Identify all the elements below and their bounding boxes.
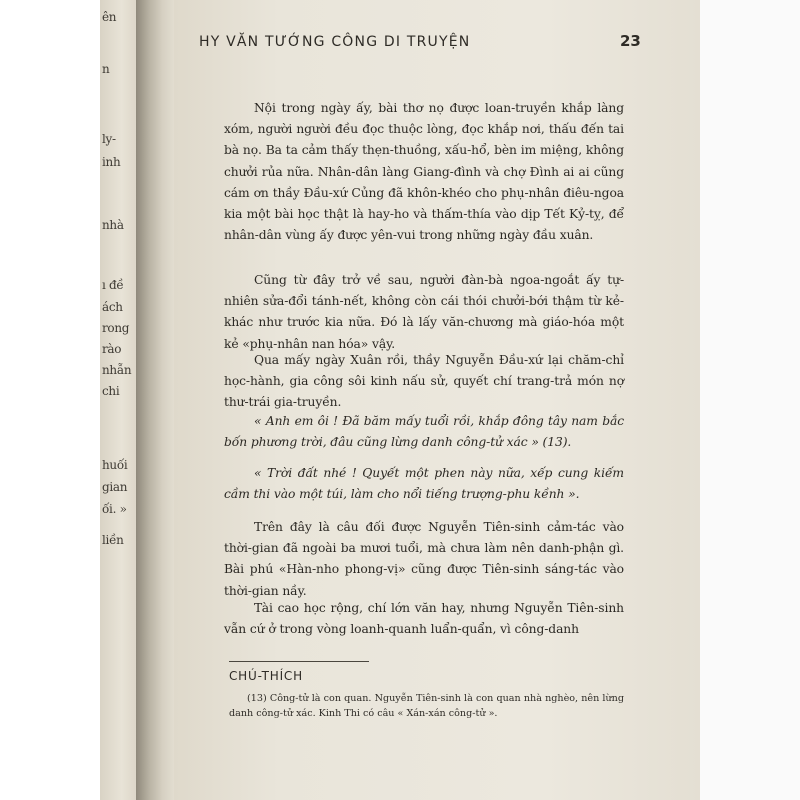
left-fragment: n bbox=[102, 62, 110, 76]
paragraph: Qua mấy ngày Xuân rồi, thầy Nguyễn Đầu-xứ lại chăm-chỉ học-hành, gia công sôi kinh nấu sử, quyết chí trang-trả món nợ thư-trái gia-truyền. bbox=[224, 353, 624, 410]
left-fragment: inh bbox=[102, 155, 121, 169]
left-fragment: huối bbox=[102, 458, 128, 472]
left-fragment: liền bbox=[102, 533, 124, 547]
left-fragment: ách bbox=[102, 300, 123, 314]
left-fragment: nhẫn bbox=[102, 363, 132, 377]
left-fragment: rào bbox=[102, 342, 122, 356]
quote-couplet-line: « Anh em ôi ! Đã băm mấy tuổi rồi, khắp đông tây nam bắc bốn phương trời, đâu cũng lừng danh công-tử xác » (13). bbox=[224, 414, 624, 450]
page-number: 23 bbox=[620, 32, 641, 50]
footnote-rule bbox=[229, 661, 369, 662]
left-fragment: ên bbox=[102, 10, 117, 24]
left-page-edge bbox=[100, 0, 136, 800]
left-fragment: ối. » bbox=[102, 502, 127, 516]
quote-couplet-line: « Trời đất nhé ! Quyết một phen này nữa, xếp cung kiếm cầm thi vào một túi, làm cho nổi tiếng trượng-phu kềnh ». bbox=[224, 466, 624, 502]
left-fragment: ı đề bbox=[102, 278, 124, 292]
left-fragment: nhà bbox=[102, 218, 124, 232]
left-fragment: ly- bbox=[102, 132, 116, 146]
footnote: (13) Công-tử là con quan. Nguyễn Tiên-sinh là con quan nhà nghèo, nên lừng danh công-tử xác. Kinh Thi có câu « Xán-xán công-tử ». bbox=[229, 693, 624, 719]
left-fragment: chi bbox=[102, 384, 120, 398]
paragraph: Tài cao học rộng, chí lớn văn hay, nhưng Nguyễn Tiên-sinh vẫn cứ ở trong vòng loanh-quanh luẩn-quẩn, vì công-danh bbox=[224, 601, 624, 637]
left-fragment: gian bbox=[102, 480, 128, 494]
running-header: HY VĂN TƯỚNG CÔNG DI TRUYỆN bbox=[199, 34, 471, 50]
book-gutter bbox=[136, 0, 174, 800]
footnote-title: CHÚ-THÍCH bbox=[229, 669, 303, 683]
book-page bbox=[174, 0, 700, 800]
left-fragment: rong bbox=[102, 321, 130, 335]
background-margin bbox=[700, 0, 800, 800]
paragraph: Trên đây là câu đối được Nguyễn Tiên-sinh cảm-tác vào thời-gian đã ngoài ba mươi tuổi, mà chưa làm nên danh-phận gì. Bài phú «Hàn-nho phong-vị» cũng được Tiên-sinh sáng-tác vào thời-gian nầy. bbox=[224, 520, 624, 598]
paragraph: Cũng từ đây trở về sau, người đàn-bà ngoa-ngoắt ấy tự-nhiên sửa-đổi tánh-nết, không còn cái thói chưởi-bới thậm từ kẻ-khác như trước kia nữa. Đó là lấy văn-chương mà giáo-hóa một kẻ «phụ-nhân nan hóa» vậy. bbox=[224, 273, 624, 351]
paragraph: Nội trong ngày ấy, bài thơ nọ được loan-truyền khắp làng xóm, người người đều đọc thuộc lòng, đọc khắp nơi, thấu đến tai bà nọ. Ba ta cảm thấy thẹn-thuồng, xấu-hổ, bèn im miệng, không chưởi rủa nữa. Nhân-dân làng Giang-đình và chợ Đình ai ai cũng cám ơn thầy Đầu-xứ Củng đã khôn-khéo cho phụ-nhân điêu-ngoa kia một bài học thật là hay-ho và thấm-thía vào dịp Tết Kỷ-tỵ, để nhân-dân vùng ấy được yên-vui trong những ngày đầu xuân. bbox=[224, 101, 624, 243]
